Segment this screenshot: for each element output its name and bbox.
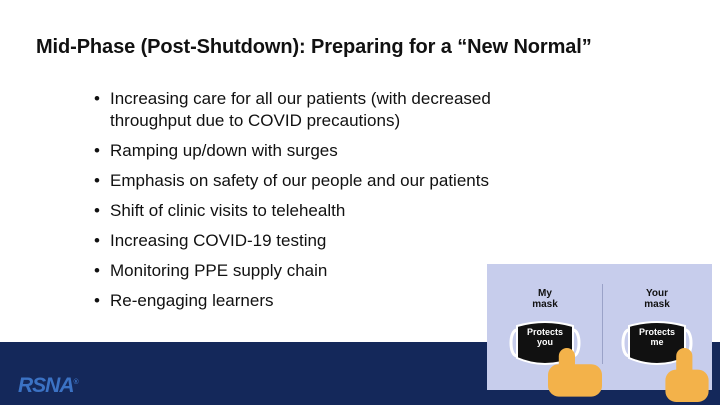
bullet-item: • Shift of clinic visits to telehealth [94, 201, 346, 220]
bullet-dot: • [94, 291, 100, 310]
slide-title: Mid-Phase (Post-Shutdown): Preparing for a “New Normal” [36, 36, 592, 58]
right-caption: Your mask [644, 288, 670, 310]
left-mask-icon [509, 316, 581, 370]
bullet-dot: • [94, 171, 100, 190]
bullet-item: • Increasing COVID-19 testing [94, 231, 327, 250]
bullet-dot: • [94, 89, 100, 108]
right-mask-text: Protects me [638, 327, 675, 347]
right-mask-icon [621, 316, 693, 370]
bullet-dot: • [94, 231, 100, 250]
mask-graphic [487, 264, 712, 390]
bullet-item: • Increasing care for all our patients (with decreased throughput due to COVID precautions) [94, 89, 491, 130]
rsna-logo: RSNA® [18, 374, 78, 397]
pointing-hand-icon [651, 348, 720, 402]
bullet-item: • Ramping up/down with surges [94, 141, 338, 160]
bullet-item: • Emphasis on safety of our people and our patients [94, 171, 489, 190]
left-caption: My mask [532, 288, 558, 310]
bullet-item: • Re-engaging learners [94, 291, 274, 310]
bullet-item: • Monitoring PPE supply chain [94, 261, 328, 280]
bullet-dot: • [94, 141, 100, 160]
bullet-dot: • [94, 201, 100, 220]
bullet-dot: • [94, 261, 100, 280]
thumbs-up-icon [539, 348, 611, 402]
left-mask-text: Protects you [526, 327, 563, 347]
